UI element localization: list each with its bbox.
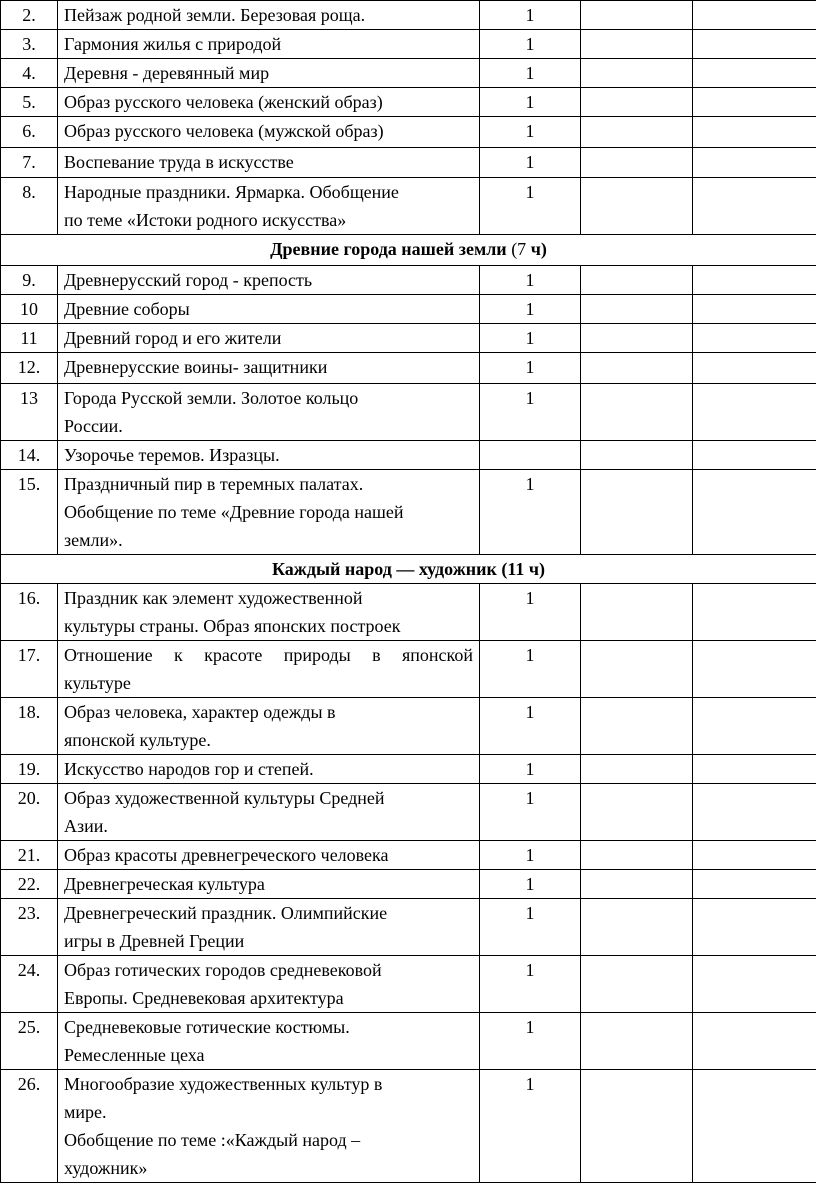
lesson-row [1,88,816,117]
lesson-row [1,784,816,841]
lesson-topic [58,117,480,148]
lesson-date-actual [693,784,816,841]
lesson-topic [58,1,480,30]
lesson-date-actual [693,59,816,88]
lesson-date-planned [581,324,693,353]
lesson-topic-line: Пейзаж родной земли. Березовая роща. [64,5,366,25]
lesson-hours: 1 [480,1013,581,1070]
lesson-topic [58,1013,480,1070]
lesson-hours: 1 [480,117,581,148]
lesson-row [1,470,816,555]
lesson-row [1,755,816,784]
lesson-date-planned [581,295,693,324]
lesson-topic [58,641,480,698]
lesson-topic-line: Праздничный пир в теремных палатах. [64,474,364,494]
lesson-topic-line: Народные праздники. Ярмарка. Обобщение [64,182,399,202]
lesson-date-actual [693,899,816,956]
lesson-number: 19. [1,755,58,784]
lesson-topic [58,899,480,956]
lesson-topic-line: Обобщение по теме :«Каждый народ – [64,1130,361,1150]
lesson-date-actual [693,470,816,555]
lesson-number: 21. [1,841,58,870]
lesson-hours: 1 [480,584,581,641]
lesson-date-planned [581,470,693,555]
lesson-date-actual [693,384,816,441]
lesson-topic-line: японской культуре. [64,730,211,750]
lesson-topic-line: Образ красоты древнегреческого человека [64,845,389,865]
lesson-topic-line: Древнерусские воины- защитники [64,357,328,377]
lesson-date-planned [581,870,693,899]
lesson-hours: 1 [480,1070,581,1183]
lesson-date-planned [581,117,693,148]
lesson-date-actual [693,353,816,384]
lesson-row [1,870,816,899]
lesson-date-actual [693,148,816,178]
lesson-date-planned [581,584,693,641]
lesson-date-planned [581,353,693,384]
lesson-date-actual [693,1013,816,1070]
lesson-topic [58,295,480,324]
lesson-number: 6. [1,117,58,148]
lesson-row [1,1013,816,1070]
lesson-topic-line: Древнегреческий праздник. Олимпийские [64,903,388,923]
lesson-row [1,148,816,178]
lesson-topic-line: Гармония жилья с природой [64,34,282,54]
lesson-date-planned [581,841,693,870]
lesson-number: 16. [1,584,58,641]
lesson-date-planned [581,784,693,841]
lesson-date-actual [693,841,816,870]
lesson-hours: 1 [480,755,581,784]
lesson-date-planned [581,30,693,59]
lesson-date-planned [581,384,693,441]
lesson-date-planned [581,178,693,235]
section-title-cell [1,555,816,584]
lesson-row [1,384,816,441]
lesson-topic-line: Образ русского человека (женский образ) [64,92,383,112]
lesson-topic-line: Древний город и его жители [64,328,282,348]
lesson-topic-line: художник» [64,1158,148,1178]
lesson-topic-line: игры в Древней Греции [64,931,245,951]
lesson-hours [480,441,581,470]
lesson-topic-line: по теме «Истоки родного искусства» [64,210,347,230]
lesson-plan-body [1,1,816,1183]
lesson-topic [58,324,480,353]
lesson-topic-line: Образ русского человека (мужской образ) [64,121,384,141]
lesson-date-planned [581,641,693,698]
lesson-date-actual [693,178,816,235]
lesson-date-actual [693,295,816,324]
lesson-topic-line: Праздник как элемент художественной [64,588,363,608]
lesson-topic [58,441,480,470]
lesson-topic-line: Узорочье теремов. Изразцы. [64,445,280,465]
lesson-topic [58,384,480,441]
lesson-hours: 1 [480,30,581,59]
lesson-topic-line: Многообразие художественных культур в [64,1074,383,1094]
lesson-date-planned [581,441,693,470]
lesson-topic [58,148,480,178]
lesson-row [1,1,816,30]
lesson-hours: 1 [480,641,581,698]
lesson-date-actual [693,266,816,295]
lesson-number: 11 [1,324,58,353]
lesson-date-planned [581,1013,693,1070]
lesson-number: 18. [1,698,58,755]
lesson-hours: 1 [480,148,581,178]
lesson-hours: 1 [480,295,581,324]
lesson-date-actual [693,584,816,641]
lesson-hours: 1 [480,178,581,235]
lesson-row [1,698,816,755]
lesson-topic [58,584,480,641]
lesson-topic-line: Ремесленные цеха [64,1045,205,1065]
section-header-row [1,235,816,266]
lesson-topic-line: культуры страны. Образ японских построек [64,616,401,636]
lesson-date-planned [581,1,693,30]
lesson-number: 26. [1,1070,58,1183]
lesson-topic [58,353,480,384]
lesson-row [1,841,816,870]
lesson-number: 20. [1,784,58,841]
lesson-topic-line: Азии. [64,816,108,836]
lesson-number: 15. [1,470,58,555]
lesson-topic [58,870,480,899]
lesson-number: 2. [1,1,58,30]
lesson-date-actual [693,30,816,59]
lesson-date-planned [581,266,693,295]
lesson-date-planned [581,956,693,1013]
lesson-number: 13 [1,384,58,441]
lesson-topic-line: Древние соборы [64,299,190,319]
lesson-row [1,266,816,295]
lesson-date-planned [581,698,693,755]
lesson-row [1,324,816,353]
lesson-number: 23. [1,899,58,956]
lesson-hours: 1 [480,956,581,1013]
lesson-date-actual [693,870,816,899]
lesson-hours: 1 [480,88,581,117]
lesson-number: 4. [1,59,58,88]
lesson-row [1,295,816,324]
lesson-row [1,178,816,235]
lesson-topic-line: Обобщение по теме «Древние города нашей [64,502,404,522]
lesson-hours: 1 [480,784,581,841]
lesson-topic [58,59,480,88]
lesson-number: 14. [1,441,58,470]
lesson-date-actual [693,641,816,698]
section-title-cell [1,235,816,266]
lesson-row [1,59,816,88]
lesson-number: 24. [1,956,58,1013]
lesson-row [1,956,816,1013]
lesson-date-actual [693,88,816,117]
lesson-topic [58,841,480,870]
lesson-number: 9. [1,266,58,295]
lesson-hours: 1 [480,870,581,899]
lesson-row [1,30,816,59]
lesson-topic-line: мире. [64,1102,107,1122]
lesson-date-actual [693,441,816,470]
lesson-topic [58,784,480,841]
lesson-hours: 1 [480,59,581,88]
lesson-date-actual [693,1070,816,1183]
lesson-topic [58,88,480,117]
lesson-topic-line: Средневековые готические костюмы. [64,1017,350,1037]
lesson-number: 17. [1,641,58,698]
lesson-date-actual [693,117,816,148]
lesson-date-actual [693,755,816,784]
lesson-topic [58,470,480,555]
lesson-date-planned [581,755,693,784]
lesson-topic [58,30,480,59]
lesson-topic-line: Искусство народов гор и степей. [64,759,314,779]
lesson-topic-line: Деревня - деревянный мир [64,63,270,83]
lesson-row [1,117,816,148]
lesson-topic-line: Древнерусский город - крепость [64,270,313,290]
lesson-date-actual [693,698,816,755]
lesson-topic-line: Образ человека, характер одежды в [64,702,336,722]
lesson-hours: 1 [480,470,581,555]
lesson-hours: 1 [480,353,581,384]
lesson-topic-line: земли». [64,530,123,550]
section-title: Древние города нашей земли [270,239,507,259]
lesson-row [1,584,816,641]
lesson-topic-line: Образ художественной культуры Средней [64,788,385,808]
lesson-hours: 1 [480,324,581,353]
lesson-row [1,1070,816,1183]
lesson-date-actual [693,324,816,353]
lesson-date-actual [693,956,816,1013]
lesson-topic-line: Древнегреческая культура [64,874,265,894]
section-title: Каждый народ — художник (11 ч) [271,559,545,579]
lesson-hours: 1 [480,899,581,956]
lesson-topic [58,698,480,755]
lesson-date-planned [581,148,693,178]
lesson-date-actual [693,1,816,30]
lesson-topic [58,266,480,295]
lesson-topic [58,956,480,1013]
lesson-row [1,441,816,470]
lesson-date-planned [581,899,693,956]
lesson-row [1,641,816,698]
lesson-number: 25. [1,1013,58,1070]
lesson-date-planned [581,88,693,117]
lesson-number: 10 [1,295,58,324]
lesson-topic-line: Отношение к красоте природы в японской [64,645,473,665]
lesson-topic [58,1070,480,1183]
lesson-topic-line: России. [64,416,123,436]
lesson-hours: 1 [480,698,581,755]
lesson-date-planned [581,1070,693,1183]
lesson-number: 22. [1,870,58,899]
lesson-topic [58,755,480,784]
lesson-number: 7. [1,148,58,178]
lesson-topic-line: культуре [64,673,131,693]
section-header-row [1,555,816,584]
lesson-row [1,353,816,384]
lesson-hours: 1 [480,384,581,441]
lesson-topic-line: Европы. Средневековая архитектура [64,988,344,1008]
section-hours: (7 [511,239,527,259]
lesson-topic-line: Воспевание труда в искусстве [64,152,294,172]
lesson-row [1,899,816,956]
lesson-hours: 1 [480,841,581,870]
lesson-number: 12. [1,353,58,384]
lesson-hours: 1 [480,1,581,30]
section-hours-unit: ч) [530,239,547,259]
lesson-date-planned [581,59,693,88]
lesson-topic [58,178,480,235]
lesson-topic-line: Города Русской земли. Золотое кольцо [64,388,359,408]
lesson-number: 3. [1,30,58,59]
lesson-topic-line: Образ готических городов средневековой [64,960,382,980]
lesson-hours: 1 [480,266,581,295]
lesson-number: 8. [1,178,58,235]
lesson-number: 5. [1,88,58,117]
